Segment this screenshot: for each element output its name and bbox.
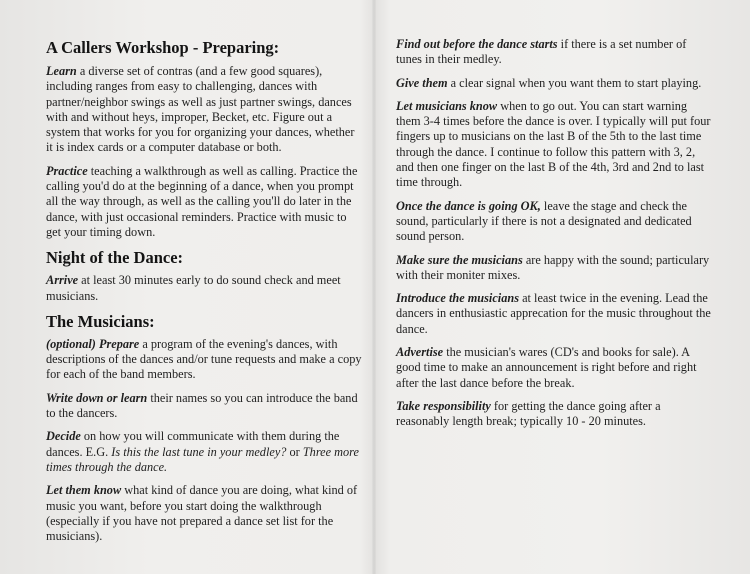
introduce-lead: Introduce the musicians bbox=[396, 291, 519, 306]
advertise-text: the musician's wares (CD's and books for sale). A good time to make an announcement is right before and right after the last dance before the break. bbox=[396, 345, 697, 390]
find-out-text: if there is a set number of tunes in their medley. bbox=[396, 37, 687, 67]
find-out-lead: Find out before the dance starts bbox=[396, 37, 558, 51]
let-know-paragraph bbox=[46, 483, 362, 544]
right-column bbox=[396, 37, 712, 438]
once-paragraph bbox=[396, 199, 712, 245]
give-them-paragraph bbox=[396, 76, 712, 91]
write-paragraph bbox=[46, 391, 362, 422]
make-sure-lead: Make sure the musicians bbox=[396, 252, 523, 267]
give-them-text: a clear signal when you want them to start playing. bbox=[447, 75, 702, 90]
let-musicians-text: when to go out. You can start warning them 3-4 times before the dance is over. I typically will put four fingers up to musicians on the last B of the 5th to the last time through the dance. I continue to follow this pattern with 3, 2, and then one finger on the last B of the 4th, 3rd and 2nd to last time through. bbox=[396, 98, 711, 190]
decide-example-1: Is this the last tune in your medley? bbox=[111, 444, 287, 459]
take-text: for getting the dance going after a reasonably length break; typically 10 - 20 minutes. bbox=[396, 398, 661, 429]
let-know-lead: Let them know bbox=[46, 483, 122, 498]
prepare-text: a program of the evening's dances, with descriptions of the dances and/or tune requests and make a copy for each of the band members. bbox=[46, 336, 362, 382]
decide-text: on how you will communicate with them during the dances. E.G. bbox=[46, 429, 340, 459]
workshop-heading: A Callers Workshop - Preparing: bbox=[46, 38, 280, 57]
arrive-paragraph bbox=[46, 273, 362, 304]
learn-paragraph bbox=[46, 64, 362, 156]
let-musicians-lead: Let musicians know bbox=[396, 98, 498, 113]
once-lead: Once the dance is going OK, bbox=[396, 198, 541, 213]
make-sure-text: are happy with the sound; particulary with their moniter mixes. bbox=[396, 252, 710, 282]
let-musicians-paragraph bbox=[396, 99, 712, 191]
prepare-lead: (optional) Prepare bbox=[46, 336, 140, 351]
introduce-text: at least twice in the evening. Lead the dancers in enthusiastic apprecation for the music throughout the dance. bbox=[396, 291, 711, 336]
arrive-text: at least 30 minutes early to do sound check and meet musicians. bbox=[46, 273, 341, 303]
learn-lead: Learn bbox=[46, 64, 77, 78]
make-sure-paragraph bbox=[396, 253, 712, 284]
write-lead: Write down or learn bbox=[46, 390, 148, 405]
write-text: their names so you can introduce the band to the dancers. bbox=[46, 390, 358, 421]
advertise-lead: Advertise bbox=[396, 345, 444, 360]
find-out-paragraph bbox=[396, 37, 712, 68]
page-fold bbox=[372, 0, 376, 574]
night-heading: Night of the Dance: bbox=[46, 248, 184, 268]
take-lead: Take responsibility bbox=[396, 398, 491, 413]
musicians-heading: The Musicians: bbox=[46, 311, 155, 331]
learn-text: a diverse set of contras (and a few good squares), including ranges from easy to challenging, dances with partner/neighbor swings as well as just partner swings, dances with and without heys, improper, Becket, etc. Figure out a system that works for you for organizing your dances, whether it is index cards or a computer database or both. bbox=[46, 64, 355, 155]
advertise-paragraph bbox=[396, 345, 712, 391]
introduce-paragraph bbox=[396, 291, 712, 337]
practice-lead: Practice bbox=[46, 163, 88, 178]
take-paragraph bbox=[396, 399, 712, 430]
prepare-paragraph bbox=[46, 337, 362, 383]
give-them-lead: Give them bbox=[396, 75, 448, 90]
practice-text: teaching a walkthrough as well as calling. Practice the calling you'd do at the beginning of a dance, when you prompt all the way through, as well as the calling you'll do later in the dance, with just occasional reminders. Practice with music to get your timing down. bbox=[46, 163, 358, 239]
left-column bbox=[46, 38, 362, 552]
practice-paragraph bbox=[46, 164, 362, 240]
let-know-text: what kind of dance you are doing, what kind of music you want, before you start doing the walkthrough (especially if you have not prepared a dance set list for the musicians). bbox=[46, 483, 358, 544]
arrive-lead: Arrive bbox=[46, 273, 79, 288]
decide-paragraph bbox=[46, 429, 362, 475]
once-text: leave the stage and check the sound, particularly if there is not a designated and dedicated sound person. bbox=[396, 198, 692, 244]
decide-or: or bbox=[286, 444, 303, 459]
decide-example-2: Three more times through the dance. bbox=[46, 444, 359, 474]
decide-lead: Decide bbox=[46, 429, 81, 444]
